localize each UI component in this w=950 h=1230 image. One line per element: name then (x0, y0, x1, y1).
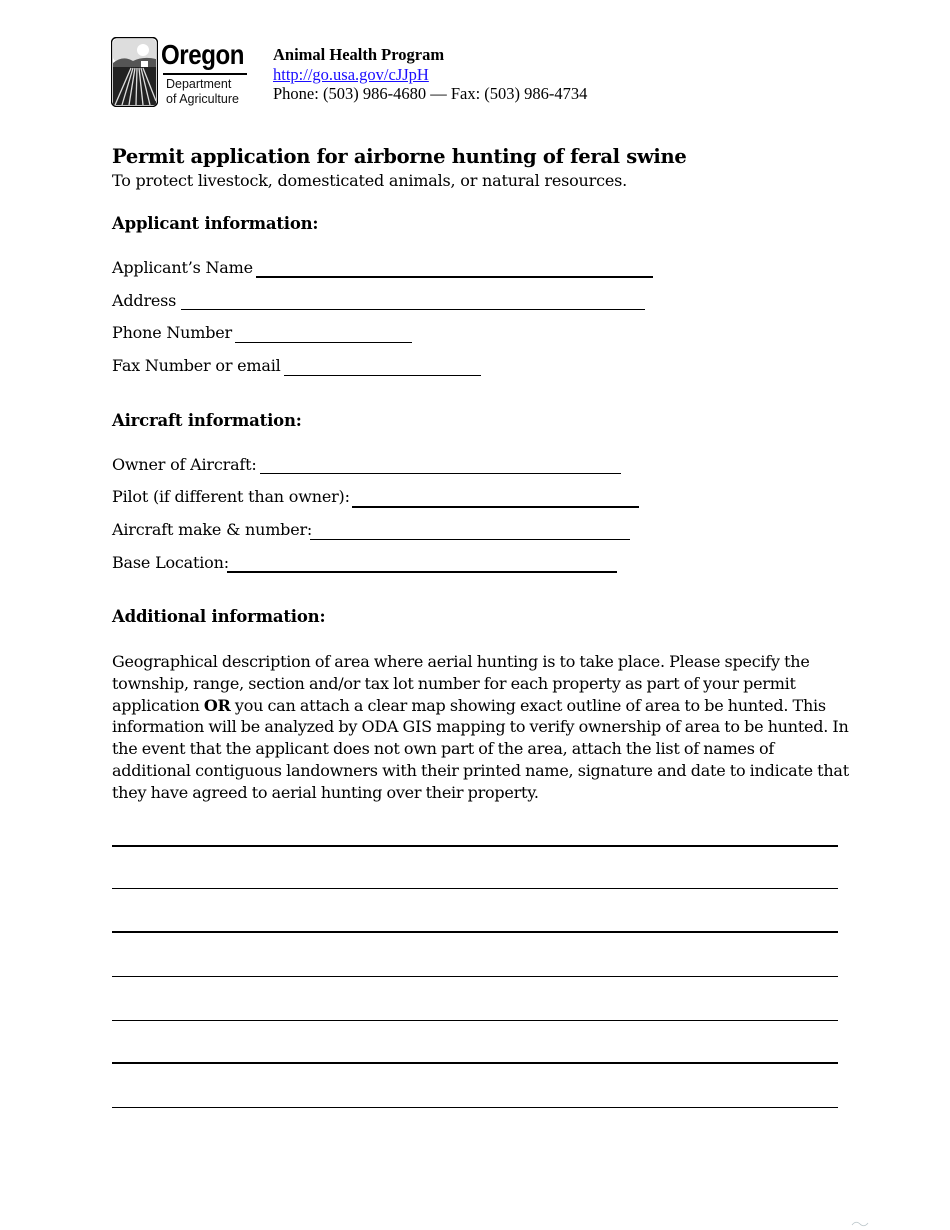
instructions-or: OR (203, 695, 231, 715)
writing-line[interactable] (112, 845, 838, 847)
logo-divider (163, 73, 247, 75)
instructions-paragraph (112, 651, 852, 804)
applicant-name-label: Applicant’s Name (112, 258, 253, 277)
page-subtitle: To protect livestock, domesticated animals, or natural resources. (112, 171, 628, 190)
aircraft-make-field[interactable] (310, 539, 630, 540)
additional-section-heading: Additional information: (112, 607, 326, 626)
instructions-text-2: you can attach a clear map showing exact outline of area to be hunted. This information will be analyzed by ODA GIS mapping to verify ownership of area to be hunted. In the event that the applicant does not own part of the area, attach the list of names of additional contiguous landowners with their printed name, signature and date to indicate that they have agreed to aerial hunting over their property. (112, 695, 849, 802)
logo-department: Department (166, 77, 232, 91)
fax-email-field[interactable] (284, 375, 481, 376)
farm-landscape-icon (111, 37, 158, 107)
oda-logo (111, 37, 251, 109)
page-title: Permit application for airborne hunting of feral swine (112, 145, 687, 168)
pilot-field[interactable] (352, 506, 639, 508)
contact-block (273, 45, 587, 104)
applicant-section-heading: Applicant information: (112, 214, 319, 233)
writing-line[interactable] (112, 931, 838, 933)
phone-fax: Phone: (503) 986-4680 — Fax: (503) 986-4734 (273, 84, 588, 103)
phone-field[interactable] (235, 342, 412, 343)
program-link[interactable]: http://go.usa.gov/cJJpH (273, 64, 429, 84)
aircraft-section-heading: Aircraft information: (112, 411, 302, 430)
base-location-field[interactable] (227, 571, 617, 573)
logo-wordmark: Oregon (161, 39, 245, 70)
aircraft-owner-label: Owner of Aircraft: (112, 455, 257, 474)
applicant-name-field[interactable] (256, 276, 653, 278)
instructions-text-1: Geographical description of area where aerial hunting is to take place. Please specify the township, range, section and/or tax lot number for each property as part of your permit application (112, 652, 810, 715)
aircraft-make-label: Aircraft make & number: (112, 520, 313, 539)
program-name: Animal Health Program (273, 45, 445, 64)
base-location-label: Base Location: (112, 553, 229, 572)
logo-agriculture: of Agriculture (166, 92, 239, 106)
writing-line[interactable] (112, 976, 838, 977)
aircraft-owner-field[interactable] (260, 473, 621, 474)
writing-line[interactable] (112, 1107, 838, 1108)
fax-email-label: Fax Number or email (112, 356, 281, 375)
writing-line[interactable] (112, 1020, 838, 1021)
writing-line[interactable] (112, 888, 838, 889)
pilot-label: Pilot (if different than owner): (112, 487, 350, 506)
phone-label: Phone Number (112, 323, 232, 342)
scan-mark-icon (851, 1219, 869, 1227)
address-field[interactable] (181, 309, 645, 310)
address-label: Address (112, 291, 177, 310)
writing-line[interactable] (112, 1062, 838, 1064)
